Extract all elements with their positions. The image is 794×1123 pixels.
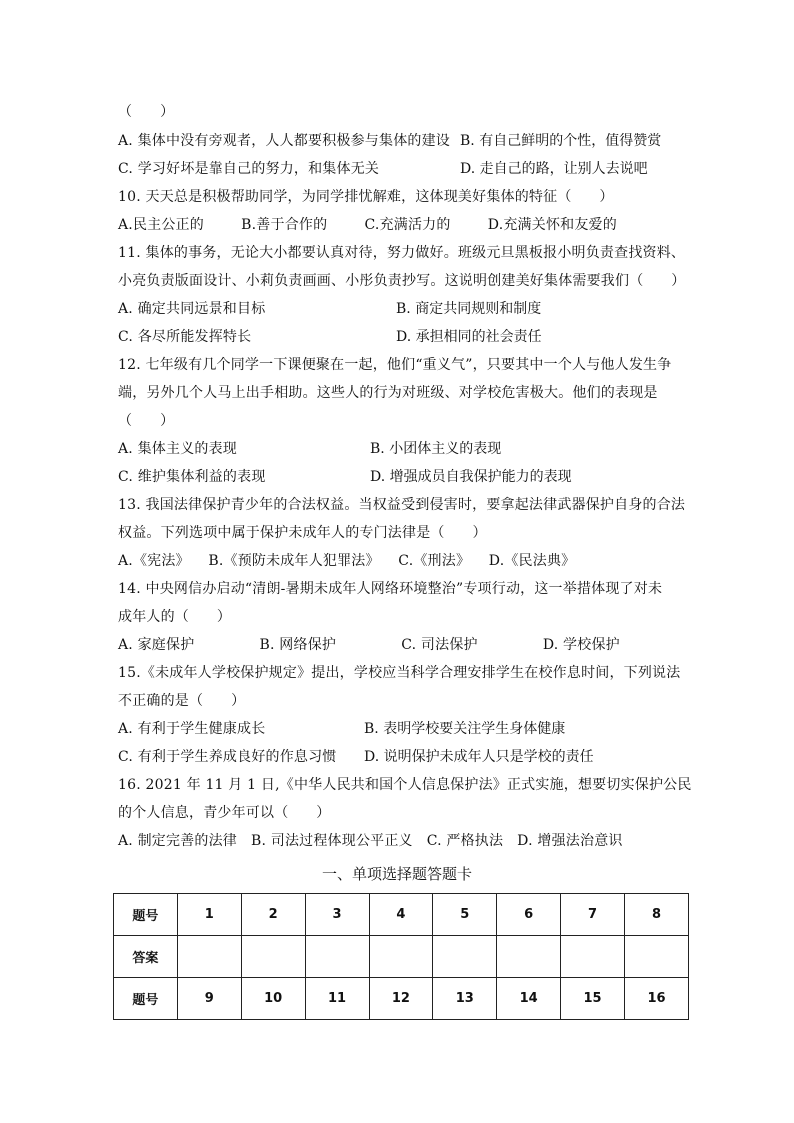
q15-option-a: A. 有利于学生健康成长 — [118, 721, 266, 737]
q11-option-a: A. 确定共同远景和目标 — [118, 301, 266, 317]
q16-stem-line1: 16. 2021 年 11 月 1 日,《中华人民共和国个人信息保护法》正式实施，想要切实保护公民 — [118, 777, 692, 793]
q14-stem-line1: 14. 中央网信办启动“清朗-暑期未成年人网络环境整治”专项行动，这一举措体现了对未 — [118, 581, 663, 597]
answer-cell[interactable] — [433, 936, 497, 978]
row-label: 题号 — [114, 978, 178, 1020]
q9-option-c: C. 学习好坏是靠自己的努力，和集体无关 — [118, 161, 380, 177]
q14-options: A. 家庭保护 B. 网络保护 C. 司法保护 D. 学校保护 — [118, 637, 620, 653]
q13-options: A.《宪法》 B.《预防未成年人犯罪法》 C.《刑法》 D.《民法典》 — [118, 553, 576, 569]
q12-option-d: D. 增强成员自我保护能力的表现 — [370, 469, 572, 485]
q11-option-b: B. 商定共同规则和制度 — [396, 301, 542, 317]
q13-stem-line1: 13. 我国法律保护青少年的合法权益。当权益受到侵害时，要拿起法律武器保护自身的合法 — [118, 497, 686, 513]
question-number: 10 — [241, 978, 305, 1020]
answer-card-table — [113, 893, 689, 1020]
q15-stem-line1: 15.《未成年人学校保护规定》提出，学校应当科学合理安排学生在校作息时间，下列说法 — [118, 665, 681, 681]
q12-blank: （ ） — [118, 413, 175, 429]
answer-cell[interactable] — [561, 936, 625, 978]
q11-option-c: C. 各尽所能发挥特长 — [118, 329, 252, 345]
q16-options: A. 制定完善的法律 B. 司法过程体现公平正义 C. 严格执法 D. 增强法治意识 — [118, 833, 623, 849]
q12-stem-line2: 端，另外几个人马上出手相助。这些人的行为对班级、对学校危害极大。他们的表现是 — [118, 385, 658, 401]
question-number: 13 — [433, 978, 497, 1020]
question-number: 4 — [369, 894, 433, 936]
q12-option-a: A. 集体主义的表现 — [118, 441, 238, 457]
question-number: 6 — [497, 894, 561, 936]
question-number: 8 — [625, 894, 689, 936]
answer-card-row-answers — [114, 936, 689, 978]
answer-cell[interactable] — [497, 936, 561, 978]
q14-stem-line2: 成年人的（ ） — [118, 609, 232, 625]
answer-cell[interactable] — [625, 936, 689, 978]
q9-option-d: D. 走自己的路，让别人去说吧 — [460, 161, 648, 177]
question-number: 2 — [241, 894, 305, 936]
row-label: 答案 — [114, 936, 178, 978]
question-number: 1 — [177, 894, 241, 936]
q15-option-d: D. 说明保护未成年人只是学校的责任 — [364, 749, 594, 765]
answer-card-row-numbers-2 — [114, 978, 689, 1020]
q10-options: A.民主公正的 B.善于合作的 C.充满活力的 D.充满关怀和友爱的 — [118, 217, 617, 233]
row-label: 题号 — [114, 894, 178, 936]
question-number: 11 — [305, 978, 369, 1020]
question-number: 3 — [305, 894, 369, 936]
q11-option-d: D. 承担相同的社会责任 — [396, 329, 542, 345]
q12-stem-line1: 12. 七年级有几个同学一下课便聚在一起，他们“重义气”，只要其中一个人与他人发生争 — [118, 357, 672, 373]
q12-option-c: C. 维护集体利益的表现 — [118, 469, 266, 485]
answer-card-row-numbers-1 — [114, 894, 689, 936]
q11-stem-line1: 11. 集体的事务，无论大小都要认真对待，努力做好。班级元旦黑板报小明负责查找资料、 — [118, 245, 686, 261]
answer-cell[interactable] — [369, 936, 433, 978]
q9-option-a: A. 集体中没有旁观者，人人都要积极参与集体的建设 — [118, 133, 451, 149]
q10-stem: 10. 天天总是积极帮助同学，为同学排忧解难，这体现美好集体的特征（ ） — [118, 189, 614, 205]
answer-cell[interactable] — [305, 936, 369, 978]
answer-cell[interactable] — [177, 936, 241, 978]
q11-stem-line2: 小亮负责版面设计、小莉负责画画、小彤负责抄写。这说明创建美好集体需要我们（ ） — [118, 273, 686, 289]
q15-option-b: B. 表明学校要关注学生身体健康 — [364, 721, 566, 737]
question-number: 16 — [625, 978, 689, 1020]
question-number: 5 — [433, 894, 497, 936]
question-number: 9 — [177, 978, 241, 1020]
answer-cell[interactable] — [241, 936, 305, 978]
q9-blank: （ ） — [118, 104, 175, 120]
question-number: 12 — [369, 978, 433, 1020]
answer-card-title: 一、单项选择题答题卡 — [321, 865, 472, 883]
q15-option-c: C. 有利于学生养成良好的作息习惯 — [118, 749, 337, 765]
q16-stem-line2: 的个人信息，青少年可以（ ） — [118, 805, 331, 821]
q12-option-b: B. 小团体主义的表现 — [370, 441, 502, 457]
q15-stem-line2: 不正确的是（ ） — [118, 693, 246, 709]
question-number: 7 — [561, 894, 625, 936]
q13-stem-line2: 权益。下列选项中属于保护未成年人的专门法律是（ ） — [118, 525, 487, 541]
question-number: 15 — [561, 978, 625, 1020]
q9-option-b: B. 有自己鲜明的个性，值得赞赏 — [460, 133, 662, 149]
question-number: 14 — [497, 978, 561, 1020]
